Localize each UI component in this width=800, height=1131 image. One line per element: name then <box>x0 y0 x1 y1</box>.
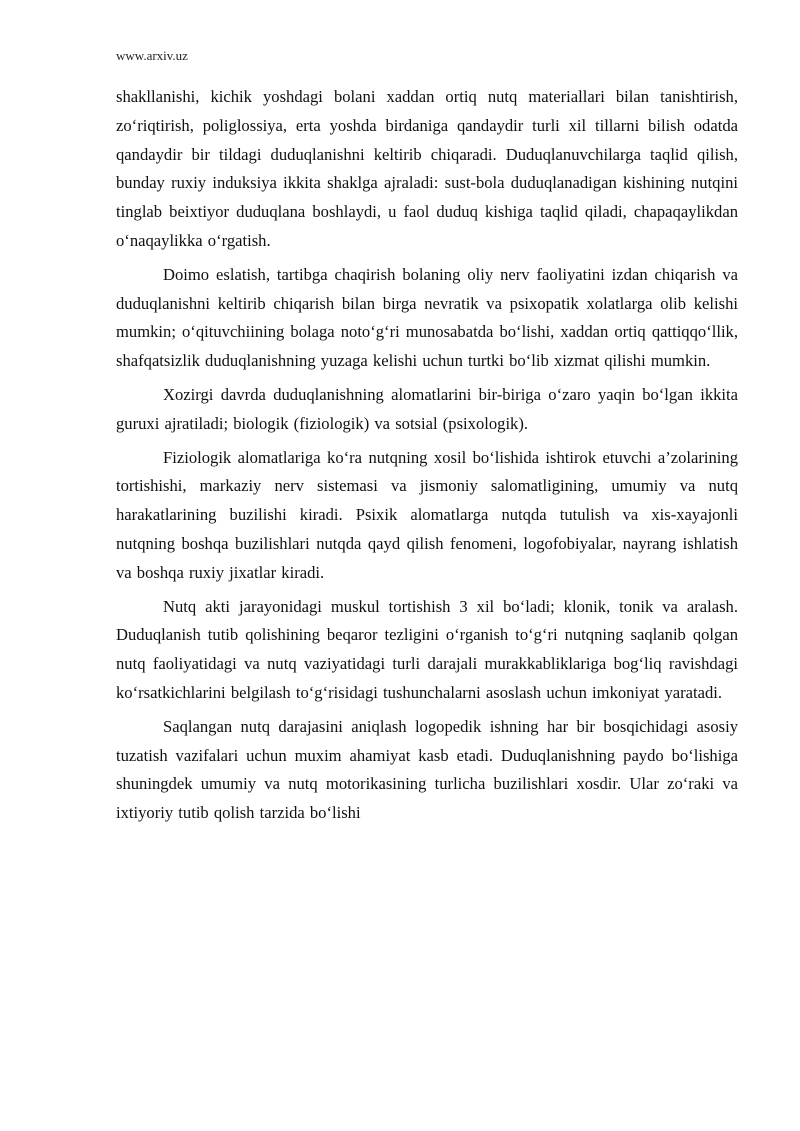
document-body <box>116 83 738 833</box>
paragraph-1: shakllanishi, kichik yoshdagi bolani xaddan ortiq nutq materiallari bilan tanishtirish, zo‘riqtirish, poliglossiya, erta yoshda birdaniga qandaydir turli xil tillarni bilish odatda qandaydir bir tildagi duduqlanishni keltirib chiqaradi. Duduqlanuvchilarga taqlid qilish, bunday ruxiy induksiya ikkita shaklga ajraladi: sust-bola duduqlanadigan kishining nutqini tinglab beixtiyor duduqlana boshlaydi, u faol duduq kishiga taqlid qiladi, chapaqaylikdan o‘naqaylikka o‘rgatish. <box>116 87 738 250</box>
paragraph-5: Nutq akti jarayonidagi muskul tortishish 3 xil bo‘ladi; klonik, tonik va aralash. Duduqlanish tutib qolishining beqaror tezligini o‘rganish to‘g‘ri nutqning saqlanib qolgan nutq faoliyatidagi va nutq vaziyatidagi turli darajali murakkabliklariga bog‘liq ravishdagi ko‘rsatkichlarini belgilash to‘g‘risidagi tushunchalarni asoslash uchun imkoniyat yaratadi. <box>116 596 738 702</box>
paragraph-3: Xozirgi davrda duduqlanishning alomatlarini bir-biriga o‘zaro yaqin bo‘lgan ikkita guruxi ajratiladi; biologik (fiziologik) va sotsial (psixologik). <box>116 384 738 433</box>
paragraph-6: Saqlangan nutq darajasini aniqlash logopedik ishning har bir bosqichidagi asosiy tuzatish vazifalari uchun muxim ahamiyat kasb etadi. Duduqlanishning paydo bo‘lishiga shuningdek umumiy va nutq motorikasining turlicha buzilishlari xosdir. Ular zo‘raki va ixtiyoriy tutib qolish tarzida bo‘lishi <box>116 716 738 823</box>
site-header: www.arxiv.uz <box>116 48 188 63</box>
paragraph-2: Doimo eslatish, tartibga chaqirish bolaning oliy nerv faoliyatini izdan chiqarish va duduqlanishni keltirib chiqarish bilan birga nevratik va psixopatik xolatlarga olib kelishi mumkin; o‘qituvchiining bolaga noto‘g‘ri munosabatda bo‘lishi, xaddan ortiq qattiqqo‘llik, shafqatsizlik duduqlanishning yuzaga kelishi uchun turtki bo‘lib xizmat qilishi mumkin. <box>116 264 738 371</box>
paragraph-4: Fiziologik alomatlariga ko‘ra nutqning xosil bo‘lishida ishtirok etuvchi a’zolarining tortishishi, markaziy nerv sistemasi va jismoniy salomatligining, umumiy va nutq harakatlarining buzilishi kiradi. Psixik alomatlarga nutqda tutulish va xis-xayajonli nutqning boshqa buzilishlari nutqda qayd qilish fenomeni, logofobiyalar, nayrang ishlatish va boshqa ruxiy jixatlar kiradi. <box>116 447 738 582</box>
